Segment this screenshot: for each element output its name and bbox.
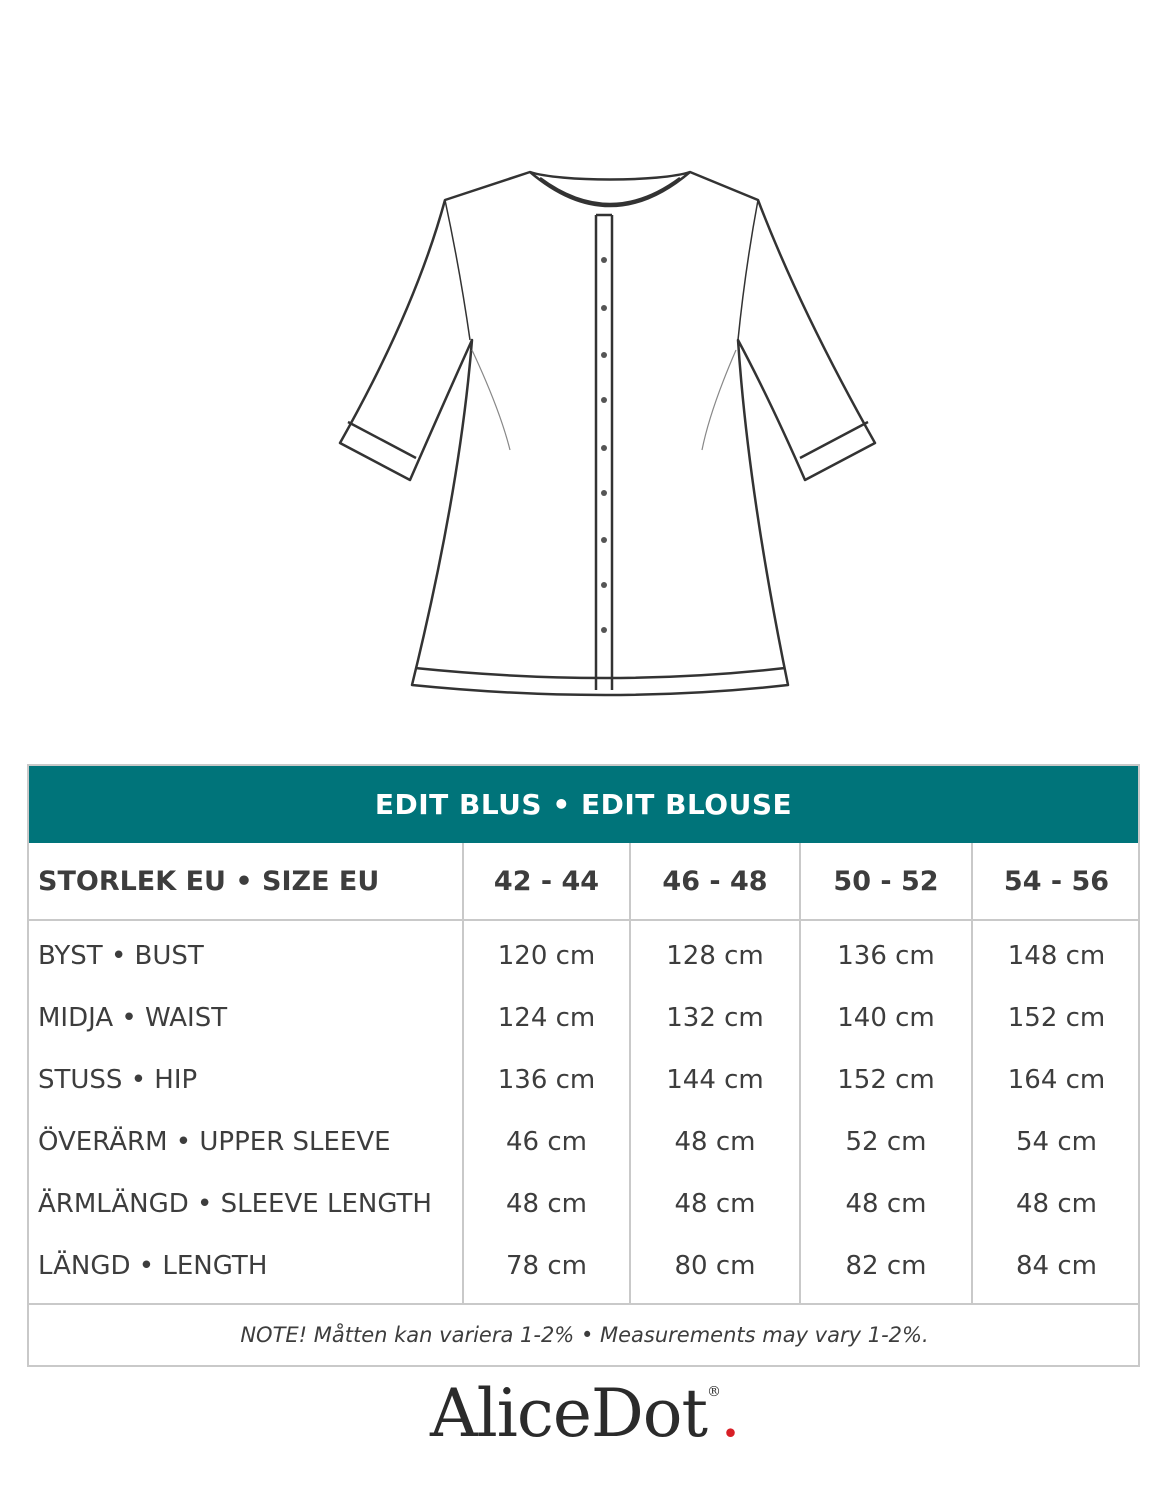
size-header-cell: 50 - 52	[800, 843, 972, 920]
table-cell: 80 cm	[630, 1235, 800, 1304]
size-chart	[27, 764, 1140, 1367]
table-row	[29, 1173, 1140, 1235]
table-row	[29, 987, 1140, 1049]
table-cell: 82 cm	[800, 1235, 972, 1304]
table-cell: 148 cm	[1007, 941, 1106, 971]
size-header-label: STORLEK EU • SIZE EU	[29, 843, 463, 920]
table-row	[29, 1111, 1140, 1173]
row-label: ÖVERÄRM • UPPER SLEEVE	[29, 1111, 463, 1173]
size-header-cell: 42 - 44	[463, 843, 630, 920]
table-cell: 136 cm	[463, 1049, 630, 1111]
table-cell: 132 cm	[630, 987, 800, 1049]
logo-dot: .	[720, 1375, 741, 1452]
row-label: ÄRMLÄNGD • SLEEVE LENGTH	[29, 1173, 463, 1235]
table-row	[29, 1049, 1140, 1111]
measurement-note: NOTE! Måtten kan variera 1-2% • Measurements may vary 1-2%.	[240, 1323, 929, 1347]
table-cell: 48 cm	[1016, 1189, 1097, 1219]
size-header-cell: 46 - 48	[630, 843, 800, 920]
table-cell: 152 cm	[1007, 1003, 1106, 1033]
table-cell: 140 cm	[800, 987, 972, 1049]
table-cell: 124 cm	[463, 987, 630, 1049]
table-cell: 48 cm	[630, 1173, 800, 1235]
table-row	[29, 1235, 1140, 1304]
table-cell: 78 cm	[463, 1235, 630, 1304]
row-label: STUSS • HIP	[29, 1049, 463, 1111]
row-label: LÄNGD • LENGTH	[29, 1235, 463, 1304]
note-row	[29, 1304, 1140, 1365]
blouse-illustration	[330, 160, 890, 720]
registered-mark: ®	[707, 1384, 721, 1400]
size-chart-title: EDIT BLUS • EDIT BLOUSE	[29, 766, 1138, 843]
table-cell: 164 cm	[1007, 1065, 1106, 1095]
table-cell: 136 cm	[800, 920, 972, 987]
size-header-cell: 54 - 56	[972, 843, 1140, 920]
table-cell: 120 cm	[463, 920, 630, 987]
table-cell: 152 cm	[800, 1049, 972, 1111]
table-cell: 46 cm	[463, 1111, 630, 1173]
table-cell: 48 cm	[800, 1173, 972, 1235]
table-cell: 144 cm	[630, 1049, 800, 1111]
table-cell: 54 cm	[1016, 1127, 1097, 1157]
table-cell: 84 cm	[972, 1235, 1140, 1304]
logo-name: AliceDot	[429, 1375, 708, 1452]
table-cell: 128 cm	[630, 920, 800, 987]
row-label: BYST • BUST	[29, 920, 463, 987]
alicedot-logo	[0, 1375, 1170, 1452]
table-cell: 52 cm	[800, 1111, 972, 1173]
size-table	[29, 843, 1140, 1365]
table-cell: 48 cm	[630, 1111, 800, 1173]
row-label: MIDJA • WAIST	[29, 987, 463, 1049]
table-cell: 48 cm	[463, 1173, 630, 1235]
size-header-row	[29, 843, 1140, 920]
table-row	[29, 920, 1140, 987]
